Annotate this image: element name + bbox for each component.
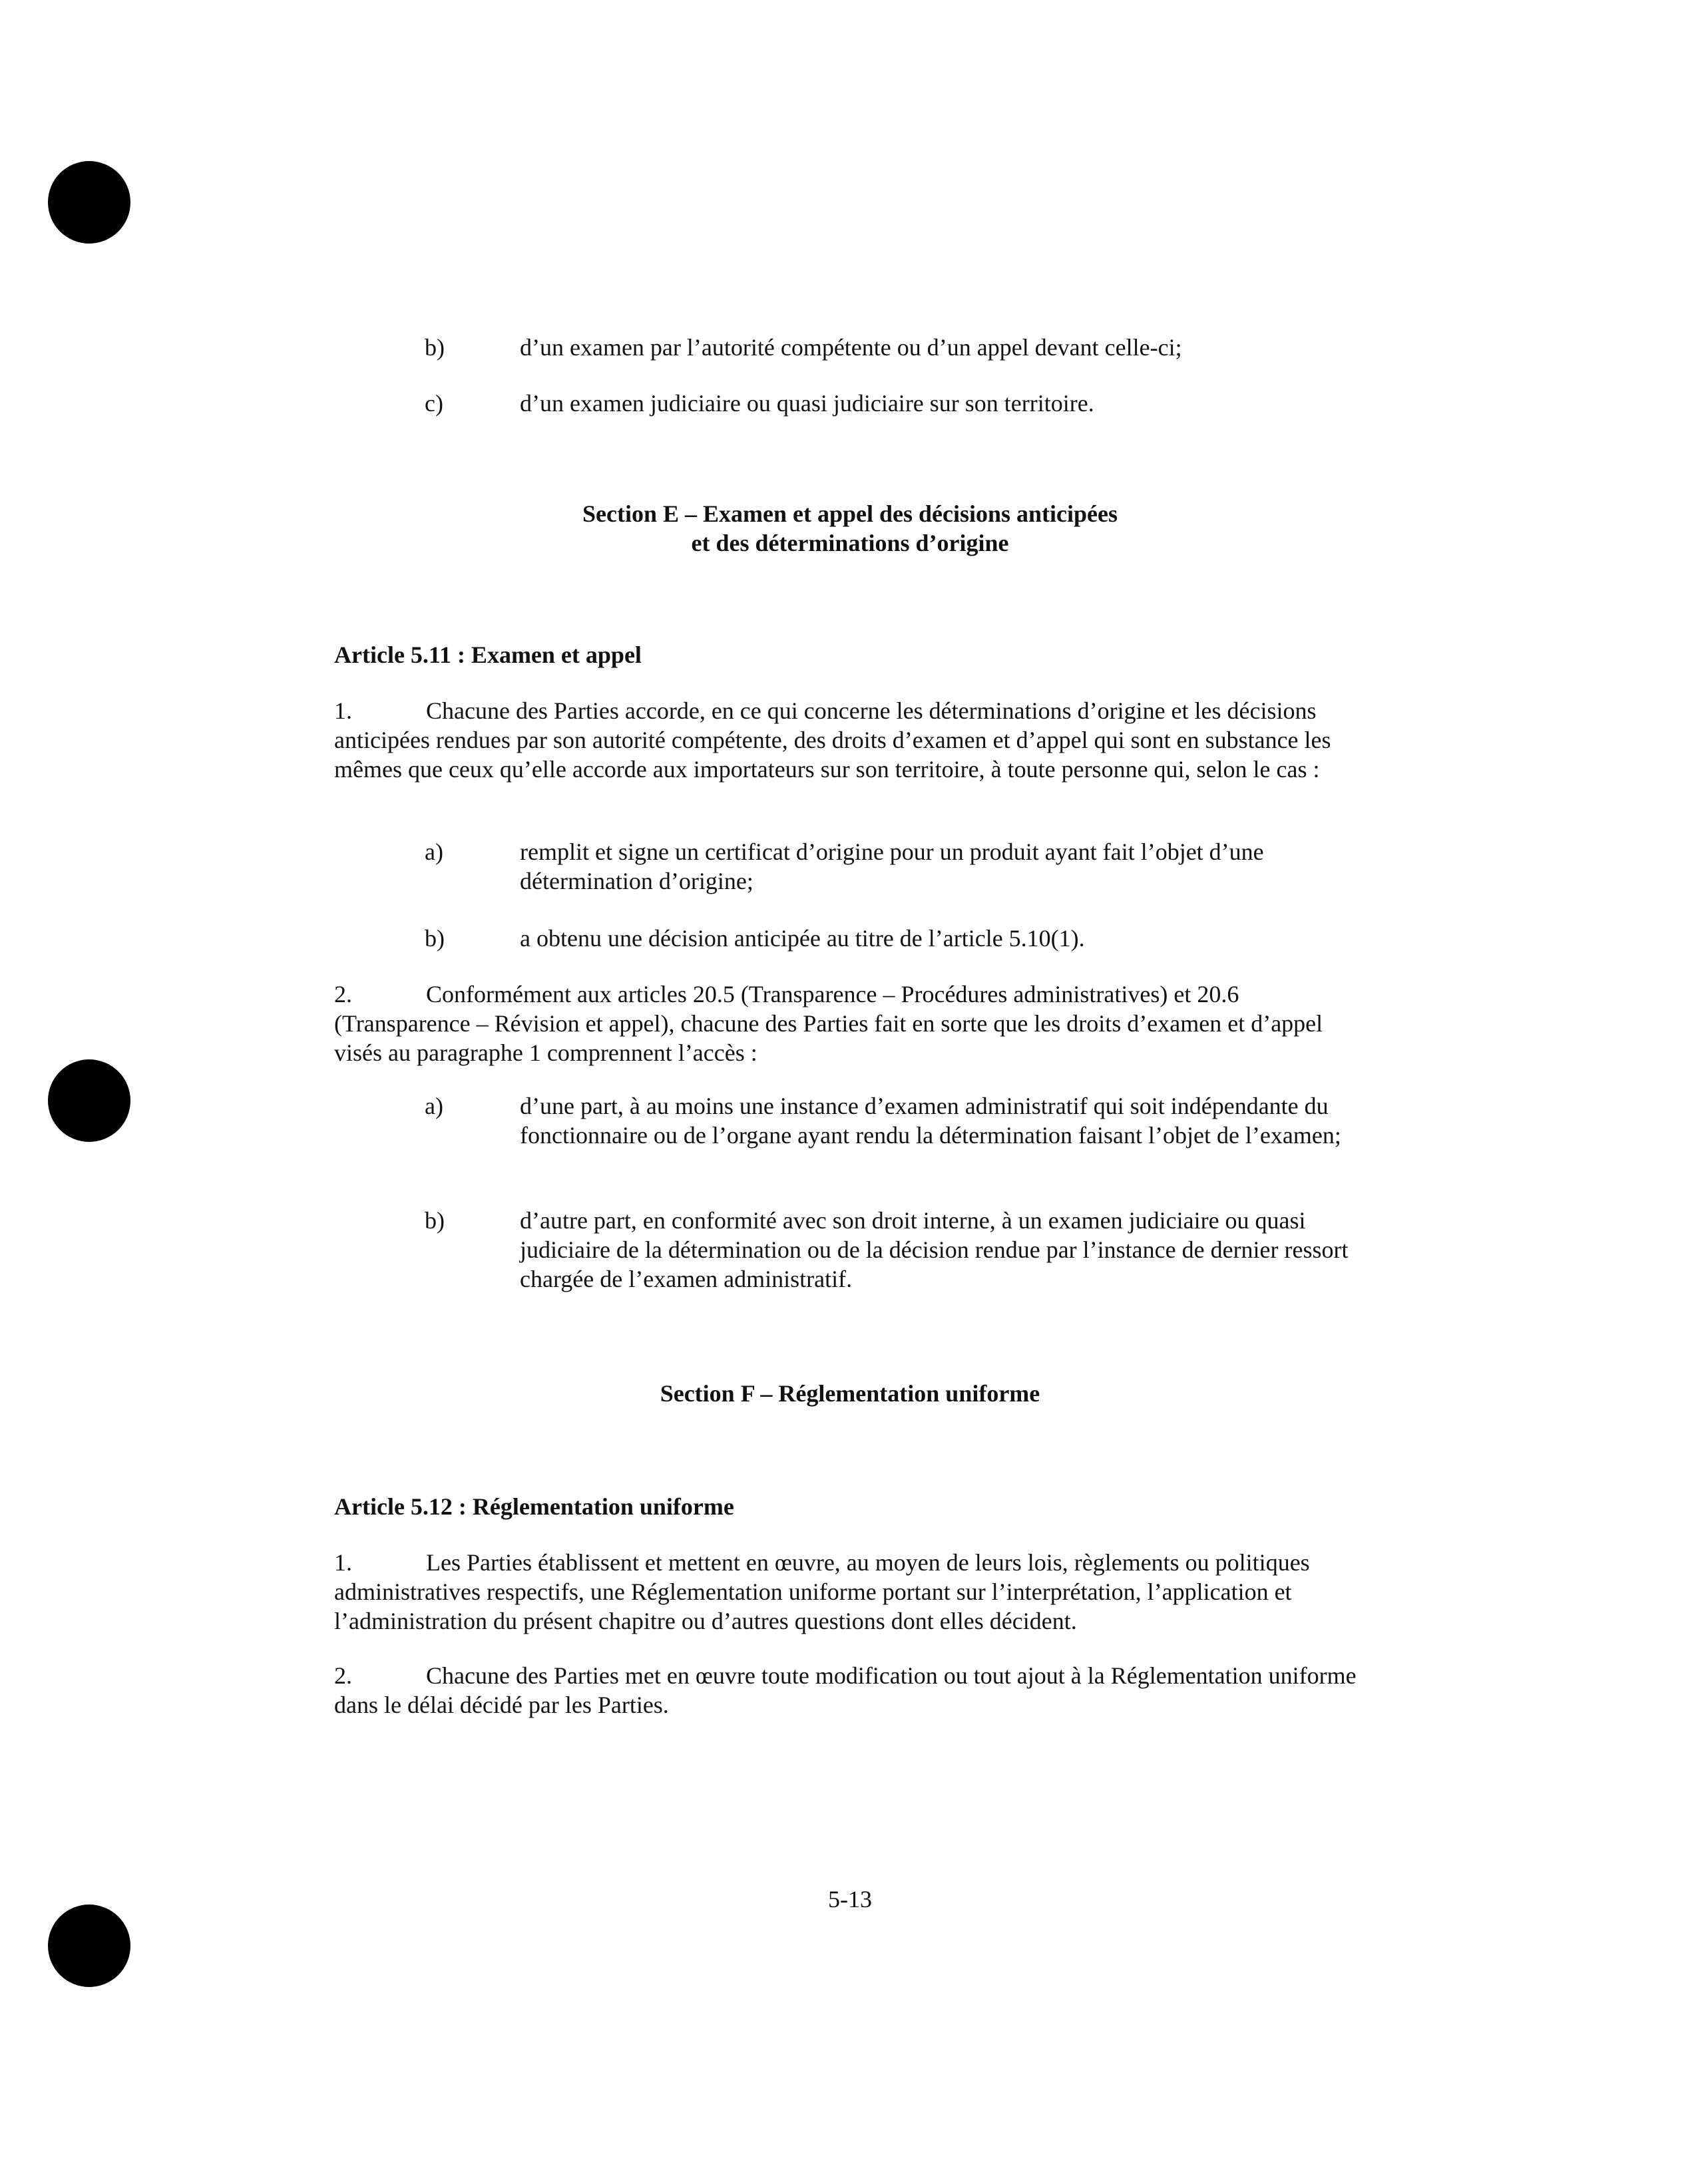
list-item-text: d’une part, à au moins une instance d’examen administratif qui soit indépendante du fonctionnaire ou de l’organe ayant rendu la détermination faisant l’objet de l’examen; [520,1093,1341,1149]
paragraph-text: Conformément aux articles 20.5 (Transparence – Procédures administratives) et 20.6 (Transparence – Révision et appel), chacune des Parties fait en sorte que les droits d’examen et d’appel visés au paragraphe 1 comprennent l’accès : [334,981,1323,1066]
list-marker: a) [425,1093,443,1119]
section-e-heading-line1: Section E – Examen et appel des décisions anticipées [582,500,1118,527]
page-number: 5-13 [828,1886,872,1912]
list-marker: a) [425,838,443,865]
paragraph-number: 2. [334,981,352,1007]
article-5-11-paragraph-1 [334,696,1359,784]
punch-hole-middle [48,1059,130,1142]
article-5-12-paragraph-1 [334,1548,1359,1636]
paragraph-number: 2. [334,1662,352,1689]
paragraph-text: Les Parties établissent et mettent en œuvre, au moyen de leurs lois, règlements ou politiques administratives respectifs, une Réglementation uniforme portant sur l’interprétation, l’application et l’administration du présent chapitre ou d’autres questions dont elles décident. [334,1549,1310,1634]
list-marker: b) [425,334,445,361]
punch-hole-top [48,161,130,244]
list-item-text: a obtenu une décision anticipée au titre de l’article 5.10(1). [520,925,1085,952]
section-e-heading-line2: et des déterminations d’origine [691,530,1009,556]
section-f-heading: Section F – Réglementation uniforme [660,1380,1040,1407]
paragraph-text: Chacune des Parties accorde, en ce qui concerne les déterminations d’origine et les décisions anticipées rendues par son autorité compétente, des droits d’examen et d’appel qui sont en substance les mêmes que ceux qu’elle accorde aux importateurs sur son territoire, à toute personne qui, selon le cas : [334,697,1331,783]
paragraph-text: Chacune des Parties met en œuvre toute modification ou tout ajout à la Réglementation uniforme dans le délai décidé par les Parties. [334,1662,1357,1718]
article-5-12-heading: Article 5.12 : Réglementation uniforme [334,1493,734,1520]
list-marker: b) [425,1207,445,1234]
paragraph-number: 1. [334,697,352,724]
list-item-text: d’un examen par l’autorité compétente ou d’un appel devant celle-ci; [520,334,1182,361]
article-5-12-paragraph-2 [334,1661,1359,1720]
paragraph-number: 1. [334,1549,352,1576]
list-item-text: d’autre part, en conformité avec son droit interne, à un examen judiciaire ou quasi judiciaire de la détermination ou de la décision rendue par l’instance de dernier ressort chargée de l’examen administratif. [520,1207,1349,1292]
list-item-text: remplit et signe un certificat d’origine pour un produit ayant fait l’objet d’une détermination d’origine; [520,838,1264,894]
list-marker: b) [425,925,445,952]
list-item-text: d’un examen judiciaire ou quasi judiciaire sur son territoire. [520,390,1094,417]
article-5-11-paragraph-2 [334,980,1359,1067]
list-marker: c) [425,390,443,417]
article-5-11-heading: Article 5.11 : Examen et appel [334,641,642,668]
punch-hole-bottom [48,1905,130,1987]
